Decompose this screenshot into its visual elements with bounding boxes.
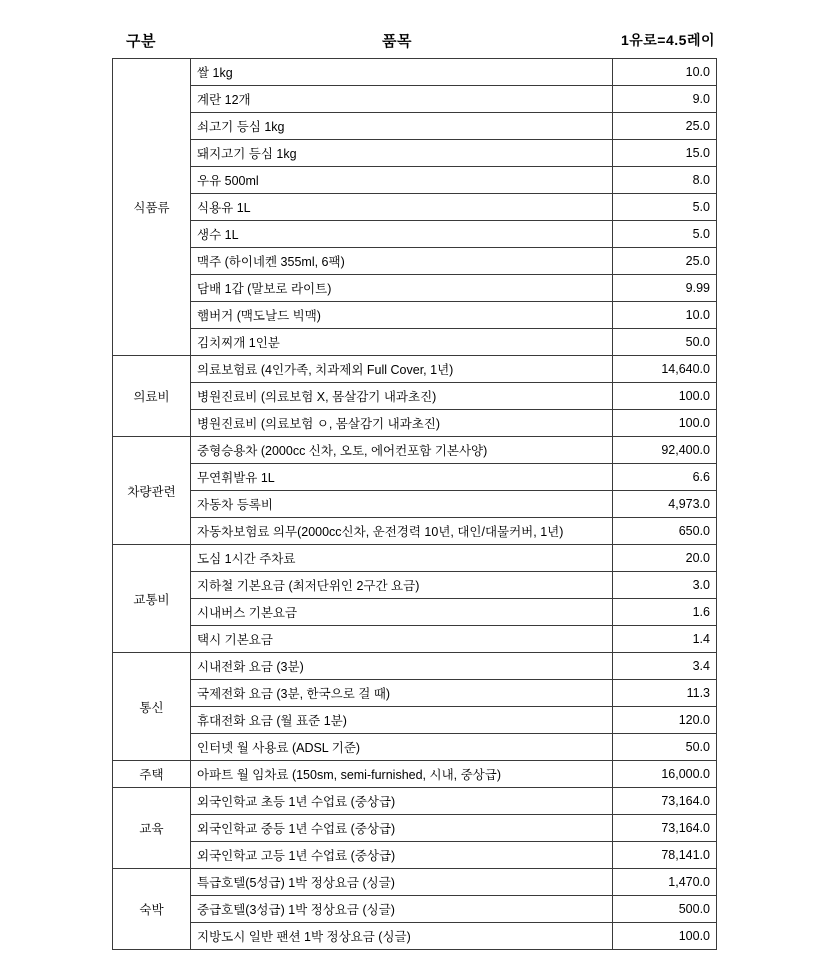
price-table-body (113, 59, 717, 950)
item-cell: 아파트 월 임차료 (150sm, semi-furnished, 시내, 중상급) (191, 761, 613, 788)
item-cell: 의료보험료 (4인가족, 치과제외 Full Cover, 1년) (191, 356, 613, 383)
table-row (113, 86, 717, 113)
header-exchange-rate-note: 1유로=4.5레이 (620, 32, 715, 48)
table-row (113, 761, 717, 788)
table-row (113, 410, 717, 437)
table-row (113, 275, 717, 302)
price-cell: 50.0 (613, 734, 717, 761)
category-cell: 차량관련 (113, 437, 191, 545)
price-cell: 1,470.0 (613, 869, 717, 896)
price-cell: 78,141.0 (613, 842, 717, 869)
price-cell: 500.0 (613, 896, 717, 923)
table-row (113, 572, 717, 599)
price-cell: 25.0 (613, 113, 717, 140)
item-cell: 도심 1시간 주차료 (191, 545, 613, 572)
price-cell: 6.6 (613, 464, 717, 491)
price-cell: 50.0 (613, 329, 717, 356)
price-cell: 3.4 (613, 653, 717, 680)
price-cell: 10.0 (613, 59, 717, 86)
table-row (113, 302, 717, 329)
table-row (113, 113, 717, 140)
table-row (113, 329, 717, 356)
header-category-label: 구분 (126, 33, 156, 50)
item-cell: 휴대전화 요금 (월 표준 1분) (191, 707, 613, 734)
table-row (113, 248, 717, 275)
item-cell: 시내전화 요금 (3분) (191, 653, 613, 680)
table-row (113, 140, 717, 167)
item-cell: 외국인학교 초등 1년 수업료 (중상급) (191, 788, 613, 815)
item-cell: 병원진료비 (의료보험 X, 몸살감기 내과초진) (191, 383, 613, 410)
item-cell: 외국인학교 고등 1년 수업료 (중상급) (191, 842, 613, 869)
item-cell: 생수 1L (191, 221, 613, 248)
table-row (113, 923, 717, 950)
table-row (113, 707, 717, 734)
price-cell: 20.0 (613, 545, 717, 572)
price-cell: 1.4 (613, 626, 717, 653)
price-cell: 73,164.0 (613, 815, 717, 842)
price-cell: 4,973.0 (613, 491, 717, 518)
item-cell: 인터넷 월 사용료 (ADSL 기준) (191, 734, 613, 761)
table-row (113, 734, 717, 761)
price-cell: 5.0 (613, 221, 717, 248)
item-cell: 식용유 1L (191, 194, 613, 221)
price-cell: 25.0 (613, 248, 717, 275)
category-cell: 숙박 (113, 869, 191, 950)
table-row (113, 491, 717, 518)
category-cell: 통신 (113, 653, 191, 761)
item-cell: 중형승용차 (2000cc 신차, 오토, 에어컨포함 기본사양) (191, 437, 613, 464)
item-cell: 지하철 기본요금 (최저단위인 2구간 요금) (191, 572, 613, 599)
item-cell: 병원진료비 (의료보험 ㅇ, 몸살감기 내과초진) (191, 410, 613, 437)
table-row (113, 626, 717, 653)
item-cell: 돼지고기 등심 1kg (191, 140, 613, 167)
item-cell: 자동차 등록비 (191, 491, 613, 518)
price-cell: 5.0 (613, 194, 717, 221)
category-cell: 주택 (113, 761, 191, 788)
table-row (113, 599, 717, 626)
table-row (113, 680, 717, 707)
header-item-label: 품목 (382, 33, 412, 50)
price-cell: 9.0 (613, 86, 717, 113)
category-cell: 교통비 (113, 545, 191, 653)
item-cell: 택시 기본요금 (191, 626, 613, 653)
price-table-document (0, 24, 825, 966)
table-row (113, 464, 717, 491)
category-cell: 의료비 (113, 356, 191, 437)
price-table (112, 58, 717, 950)
table-row (113, 221, 717, 248)
price-cell: 10.0 (613, 302, 717, 329)
price-cell: 3.0 (613, 572, 717, 599)
table-row (113, 437, 717, 464)
price-cell: 100.0 (613, 383, 717, 410)
table-row (113, 869, 717, 896)
price-cell: 73,164.0 (613, 788, 717, 815)
price-cell: 14,640.0 (613, 356, 717, 383)
category-cell: 식품류 (113, 59, 191, 356)
category-cell: 교육 (113, 788, 191, 869)
item-cell: 국제전화 요금 (3분, 한국으로 걸 때) (191, 680, 613, 707)
table-row (113, 167, 717, 194)
item-cell: 지방도시 일반 팬션 1박 정상요금 (싱글) (191, 923, 613, 950)
item-cell: 무연휘발유 1L (191, 464, 613, 491)
item-cell: 쇠고기 등심 1kg (191, 113, 613, 140)
item-cell: 계란 12개 (191, 86, 613, 113)
price-cell: 100.0 (613, 923, 717, 950)
table-row (113, 815, 717, 842)
price-cell: 120.0 (613, 707, 717, 734)
table-row (113, 59, 717, 86)
price-cell: 9.99 (613, 275, 717, 302)
table-row (113, 518, 717, 545)
item-cell: 자동차보험료 의무(2000cc신차, 운전경력 10년, 대인/대물커버, 1년) (191, 518, 613, 545)
table-row (113, 788, 717, 815)
price-cell: 92,400.0 (613, 437, 717, 464)
price-cell: 16,000.0 (613, 761, 717, 788)
price-cell: 11.3 (613, 680, 717, 707)
item-cell: 김치찌개 1인분 (191, 329, 613, 356)
table-header-labels (0, 24, 825, 58)
price-cell: 100.0 (613, 410, 717, 437)
item-cell: 외국인학교 중등 1년 수업료 (중상급) (191, 815, 613, 842)
table-row (113, 545, 717, 572)
table-row (113, 842, 717, 869)
price-cell: 650.0 (613, 518, 717, 545)
price-cell: 1.6 (613, 599, 717, 626)
price-cell: 15.0 (613, 140, 717, 167)
table-row (113, 383, 717, 410)
table-row (113, 896, 717, 923)
item-cell: 햄버거 (맥도날드 빅맥) (191, 302, 613, 329)
table-row (113, 653, 717, 680)
item-cell: 쌀 1kg (191, 59, 613, 86)
item-cell: 우유 500ml (191, 167, 613, 194)
table-row (113, 194, 717, 221)
item-cell: 담배 1갑 (말보로 라이트) (191, 275, 613, 302)
item-cell: 맥주 (하이네켄 355ml, 6팩) (191, 248, 613, 275)
table-row (113, 356, 717, 383)
item-cell: 중급호텔(3성급) 1박 정상요금 (싱글) (191, 896, 613, 923)
item-cell: 시내버스 기본요금 (191, 599, 613, 626)
price-cell: 8.0 (613, 167, 717, 194)
item-cell: 특급호텔(5성급) 1박 정상요금 (싱글) (191, 869, 613, 896)
